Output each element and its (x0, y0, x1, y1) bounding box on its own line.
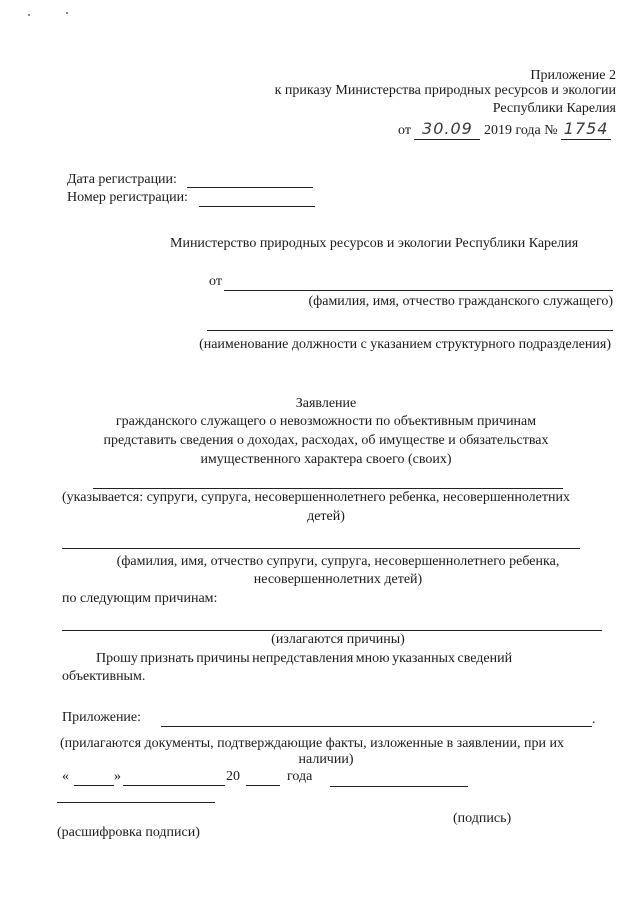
reasons-hint: (излагаются причины) (271, 632, 405, 647)
date-year-field[interactable] (246, 785, 280, 786)
order-date-line (398, 119, 611, 140)
attachment-end-dot: . (592, 712, 596, 727)
relative-name-hint-line-1: (фамилия, имя, отчество супруги, супруга, несовершеннолетнего ребенка, (116, 554, 560, 569)
signature-hint: (подпись) (453, 811, 512, 826)
registration-number-field[interactable] (199, 206, 315, 207)
relative-name-field[interactable] (62, 548, 580, 549)
scan-speck (66, 12, 68, 14)
attachment-field[interactable] (161, 726, 592, 727)
statement-line-3: имущественного характера своего (своих) (200, 452, 452, 467)
signature-decode-field[interactable] (57, 802, 215, 803)
statement-line-1: гражданского служащего о невозможности по объективным причинам (115, 414, 537, 429)
registration-date-label: Дата регистрации: (67, 172, 177, 187)
signature-decode-hint: (расшифровка подписи) (57, 825, 200, 840)
date-close-quote: » (114, 769, 121, 784)
from-prefix: от (209, 274, 222, 289)
date-prefix: от (398, 123, 411, 138)
registration-number-label: Номер регистрации: (67, 190, 188, 205)
scan-speck (28, 14, 30, 16)
appendix-line-2: к приказу Министерства природных ресурсов и экологии (274, 83, 616, 98)
statement-title: Заявление (295, 396, 357, 411)
reasons-label: по следующим причинам: (62, 591, 218, 606)
handwritten-number: 1754 (563, 119, 609, 138)
relative-type-field[interactable] (93, 488, 563, 489)
appendix-line-3: Республики Карелия (492, 101, 616, 116)
employee-position-field[interactable] (207, 330, 613, 331)
registration-date-field[interactable] (187, 187, 313, 188)
employee-position-hint: (наименование должности с указанием структурного подразделения) (199, 337, 611, 352)
request-line-1: Прошу признать причины непредставления мною указанных сведений (96, 651, 513, 666)
relative-type-hint-line-2: детей) (307, 509, 345, 524)
employee-name-hint: (фамилия, имя, отчество гражданского служащего) (308, 294, 613, 309)
order-year: 2019 года № (483, 123, 558, 138)
date-century: 20 (226, 769, 240, 784)
attachment-hint-line-1: (прилагаются документы, подтверждающие факты, изложенные в заявлении, при их (60, 736, 564, 751)
handwritten-date: 30.09 (422, 119, 473, 138)
employee-name-field[interactable] (224, 290, 613, 291)
attachment-hint-line-2: наличии) (298, 752, 354, 767)
attachment-label: Приложение: (62, 710, 142, 725)
reasons-field[interactable] (62, 630, 602, 631)
date-year-word: года (287, 769, 313, 784)
signature-field[interactable] (330, 786, 468, 787)
relative-name-hint-line-2: несовершеннолетних детей) (253, 572, 423, 587)
request-line-2: объективным. (62, 669, 146, 684)
date-open-quote: « (62, 769, 69, 784)
statement-line-2: представить сведения о доходах, расходах, об имуществе и обязательствах (103, 433, 549, 448)
appendix-line-1: Приложение 2 (530, 68, 616, 83)
date-day-field[interactable] (74, 785, 114, 786)
relative-type-hint-line-1: (указывается: супруги, супруга, несовершеннолетнего ребенка, несовершеннолетних (62, 490, 570, 505)
date-month-field[interactable] (123, 785, 225, 786)
addressee: Министерство природных ресурсов и экологии Республики Карелия (170, 236, 579, 251)
